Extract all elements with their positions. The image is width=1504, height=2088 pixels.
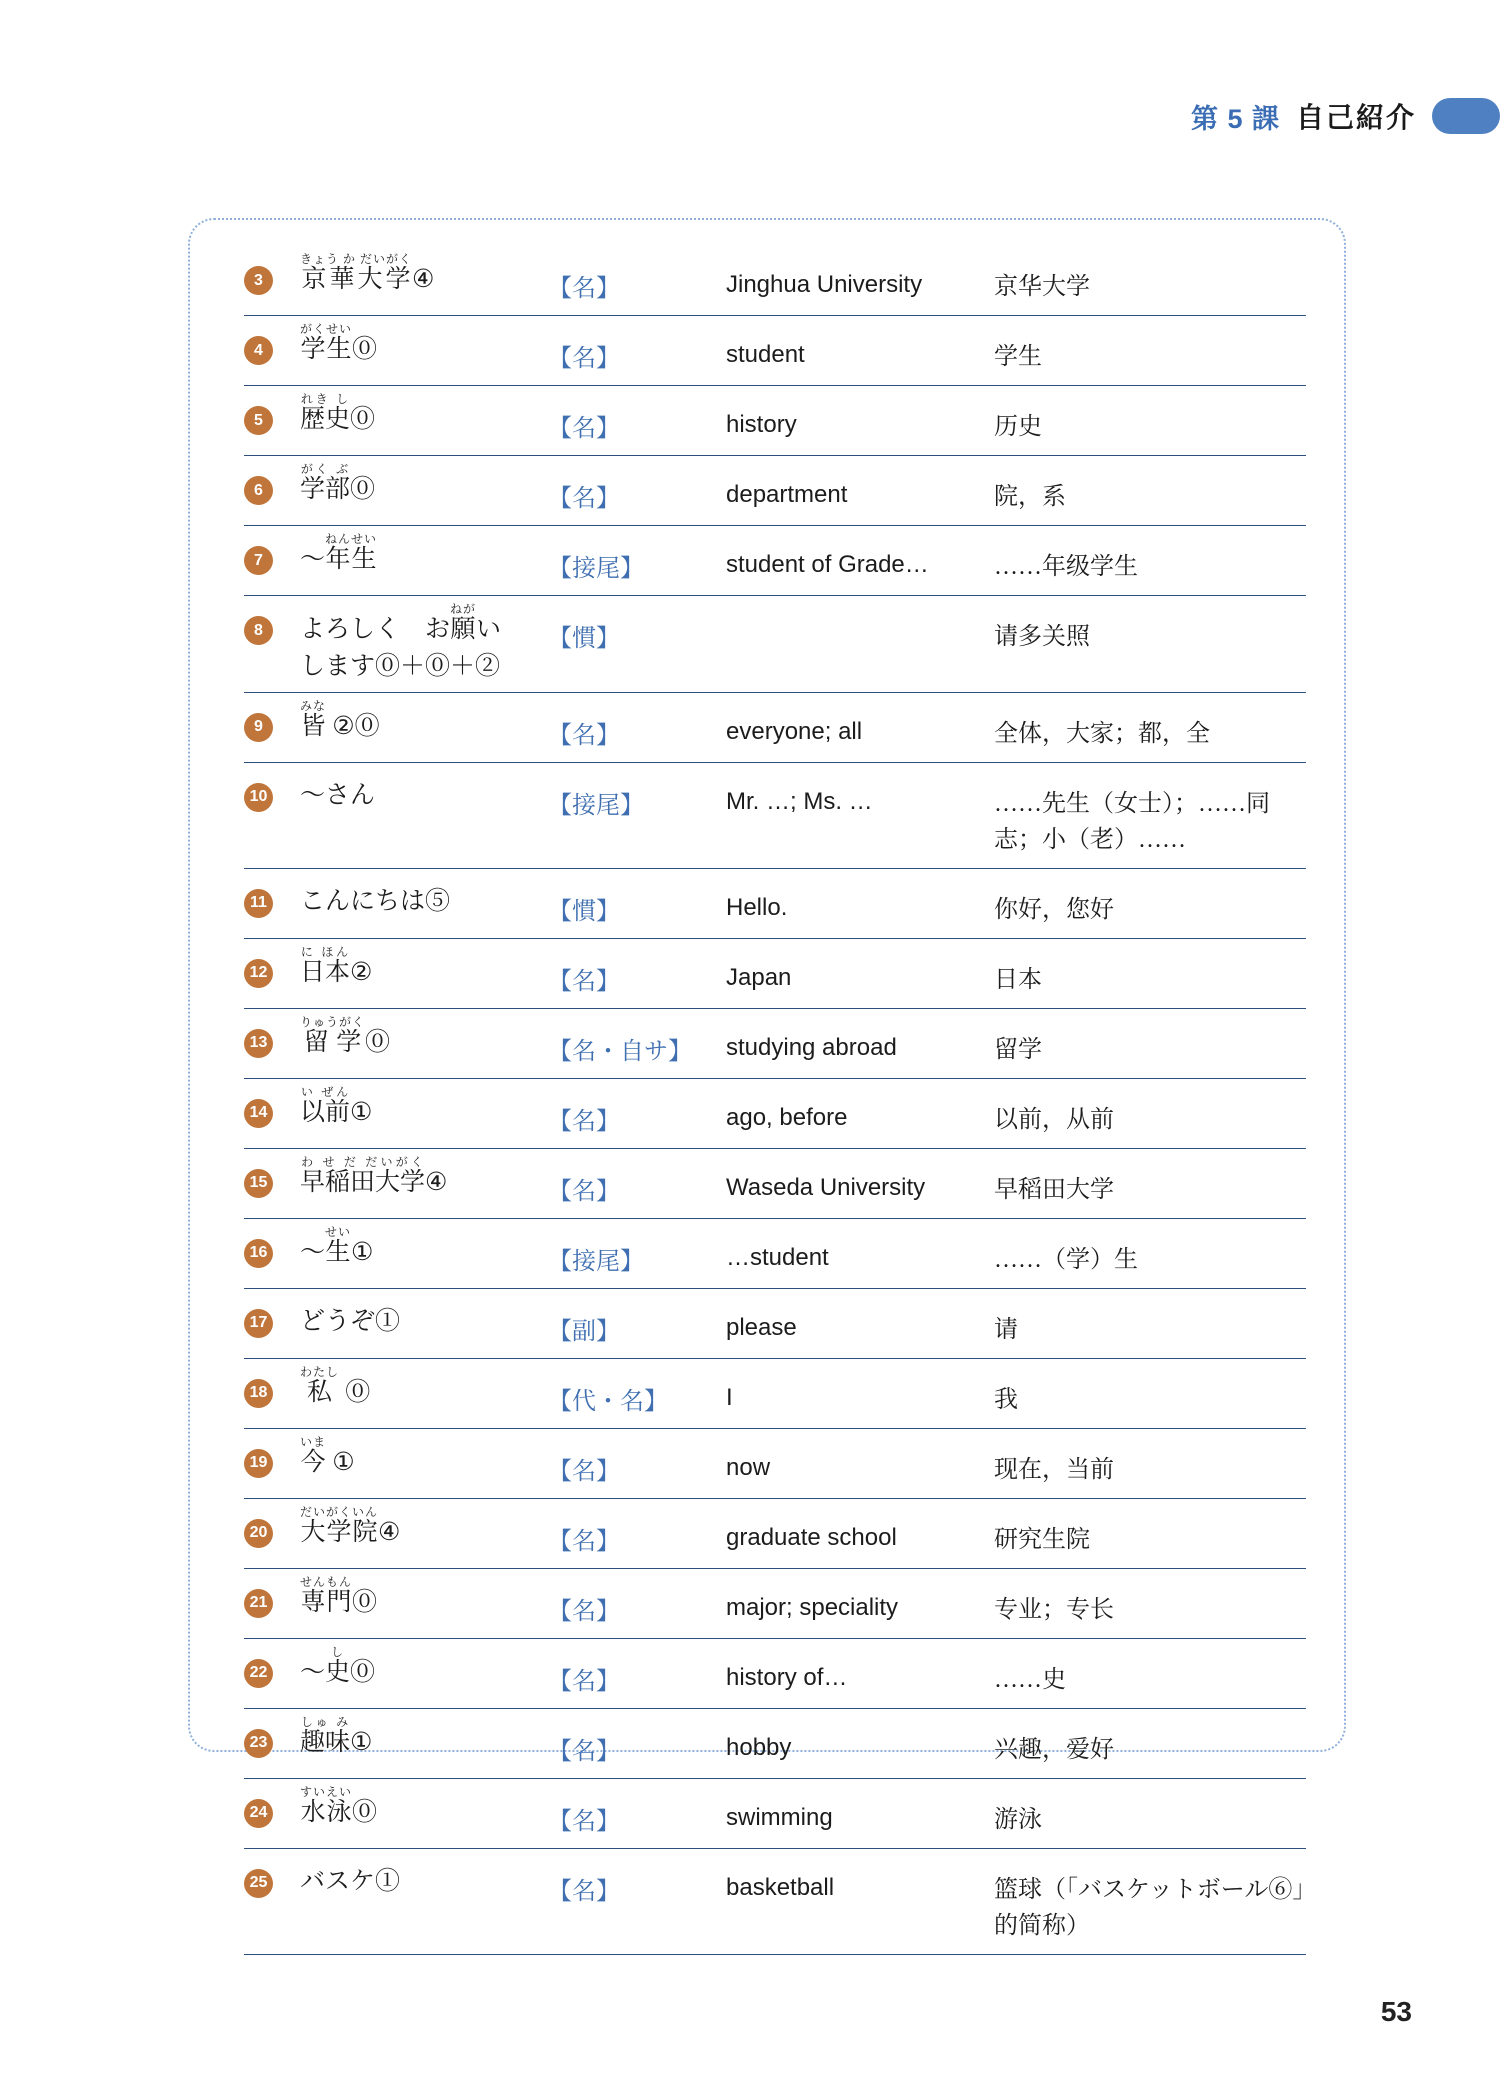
japanese-word: 趣味しゅ み① — [300, 1714, 373, 1756]
japanese-word: 歴史れき し⓪ — [300, 392, 376, 433]
vocab-row — [244, 1709, 1306, 1779]
english-translation: Waseda University — [726, 1173, 926, 1201]
part-of-speech: 【名】 — [548, 1458, 620, 1485]
part-of-speech: 【名】 — [548, 1738, 620, 1765]
chinese-translation: ……年级学生 — [994, 554, 1138, 580]
chinese-translation: 研究生院 — [994, 1526, 1090, 1553]
japanese-word: 京華大学きょう か だいがく④ — [300, 252, 435, 293]
entry-number-badge: 20 — [244, 1519, 273, 1548]
part-of-speech: 【接尾】 — [548, 792, 644, 819]
badge-cell — [244, 1155, 300, 1198]
entry-number-badge: 24 — [244, 1799, 273, 1828]
badge-cell — [244, 875, 300, 918]
badge-cell — [244, 1085, 300, 1128]
chinese-translation: 专业；专长 — [994, 1596, 1114, 1623]
japanese-word: 私わたし ⓪ — [300, 1364, 371, 1406]
vocab-row — [244, 316, 1306, 386]
japanese-word: 学部がく ぶ⓪ — [300, 462, 376, 503]
vocab-row — [244, 1429, 1306, 1499]
part-of-speech: 【名】 — [548, 722, 620, 749]
badge-cell — [244, 1715, 300, 1758]
english-translation: now — [726, 1453, 771, 1481]
part-of-speech: 【名】 — [548, 1108, 620, 1135]
english-translation: …student — [726, 1243, 829, 1271]
entry-number-badge: 13 — [244, 1029, 273, 1058]
chinese-translation: 全体，大家；都，全 — [994, 720, 1210, 747]
english-translation: basketball — [726, 1873, 835, 1901]
entry-number-badge: 4 — [244, 336, 273, 365]
badge-cell — [244, 1575, 300, 1618]
badge-cell — [244, 1645, 300, 1688]
english-translation: Jinghua University — [726, 271, 923, 298]
vocab-row — [244, 939, 1306, 1009]
entry-number-badge: 7 — [244, 546, 273, 575]
entry-number-badge: 11 — [244, 889, 273, 918]
part-of-speech: 【名】 — [548, 486, 620, 512]
badge-cell — [244, 769, 300, 812]
part-of-speech: 【名】 — [548, 1668, 620, 1695]
part-of-speech: 【慣】 — [548, 898, 620, 925]
japanese-word: 大学院だいがくいん④ — [300, 1504, 401, 1546]
badge-cell — [244, 1505, 300, 1548]
chinese-translation: 学生 — [994, 344, 1042, 370]
english-translation: Mr. …; Ms. … — [726, 787, 873, 815]
lesson-title: 自己紹介 — [1295, 102, 1416, 133]
japanese-word: よろしく お 願ねがい します⓪＋⓪＋② — [300, 602, 502, 680]
part-of-speech: 【名】 — [548, 968, 620, 995]
vocab-table — [244, 246, 1306, 1955]
entry-number-badge: 18 — [244, 1379, 273, 1408]
badge-cell — [244, 945, 300, 988]
vocab-row — [244, 1149, 1306, 1219]
chinese-translation: 请多关照 — [994, 624, 1090, 650]
lesson-number: 第 5 課 — [1190, 103, 1280, 134]
part-of-speech: 【代・名】 — [548, 1388, 668, 1415]
part-of-speech: 【名】 — [548, 1878, 620, 1905]
chinese-translation: 以前，从前 — [994, 1106, 1114, 1133]
english-translation: history — [726, 411, 797, 438]
vocab-row — [244, 869, 1306, 939]
entry-number-badge: 6 — [244, 476, 273, 505]
entry-number-badge: 8 — [244, 616, 273, 645]
japanese-word: 学生がくせい⓪ — [300, 322, 378, 363]
badge-cell — [244, 1365, 300, 1408]
entry-number-badge: 22 — [244, 1659, 273, 1688]
english-translation: student — [726, 341, 805, 368]
badge-cell — [244, 392, 300, 435]
english-translation: everyone; all — [726, 717, 863, 745]
english-translation: please — [726, 1313, 797, 1341]
entry-number-badge: 16 — [244, 1239, 273, 1268]
english-translation: I — [726, 1383, 733, 1411]
vocab-row — [244, 1639, 1306, 1709]
chinese-translation: 留学 — [994, 1036, 1042, 1063]
vocab-row — [244, 1009, 1306, 1079]
chinese-translation: 你好，您好 — [994, 896, 1114, 923]
chinese-translation: 早稻田大学 — [994, 1176, 1114, 1203]
page-number: 53 — [1380, 1996, 1412, 2027]
chinese-translation: ……（学）生 — [994, 1246, 1138, 1273]
entry-number-badge: 21 — [244, 1589, 273, 1618]
badge-cell — [244, 1785, 300, 1828]
vocab-row — [244, 246, 1306, 316]
chinese-translation: 篮球（「バスケットボール⑥」的简称） — [994, 1876, 1305, 1939]
english-translation: department — [726, 481, 848, 508]
chinese-translation: ……史 — [994, 1666, 1066, 1693]
vocab-row — [244, 596, 1306, 693]
part-of-speech: 【接尾】 — [548, 1248, 644, 1275]
entry-number-badge: 5 — [244, 406, 273, 435]
entry-number-badge: 14 — [244, 1099, 273, 1128]
badge-cell — [244, 252, 300, 295]
japanese-word: 専門せんもん⓪ — [300, 1574, 378, 1616]
badge-cell — [244, 1295, 300, 1338]
vocab-row — [244, 1359, 1306, 1429]
chinese-translation: 兴趣，爱好 — [994, 1736, 1114, 1763]
english-translation: major; speciality — [726, 1593, 899, 1621]
chinese-translation: 院，系 — [994, 484, 1066, 510]
japanese-word: ～ 史し⓪ — [300, 1644, 376, 1686]
badge-cell — [244, 322, 300, 365]
part-of-speech: 【名】 — [548, 416, 620, 442]
english-translation: Hello. — [726, 893, 788, 921]
badge-cell — [244, 1855, 300, 1898]
japanese-word: 皆みな ②⓪ — [300, 698, 380, 740]
japanese-word: バスケ① — [300, 1867, 401, 1895]
english-translation: student of Grade… — [726, 551, 929, 578]
entry-number-badge: 17 — [244, 1309, 273, 1338]
vocab-row — [244, 386, 1306, 456]
english-translation: Japan — [726, 963, 792, 991]
part-of-speech: 【名・自サ】 — [548, 1038, 692, 1065]
badge-cell — [244, 699, 300, 742]
vocab-row — [244, 1779, 1306, 1849]
chinese-translation: ……先生（女士）；……同志；小（老）…… — [994, 790, 1270, 853]
part-of-speech: 【名】 — [548, 1808, 620, 1835]
entry-number-badge: 25 — [244, 1869, 273, 1898]
english-translation: swimming — [726, 1803, 833, 1831]
japanese-word: ～さん — [300, 781, 376, 809]
japanese-word: ～ 年生ねんせい — [300, 532, 378, 573]
chinese-translation: 我 — [994, 1386, 1018, 1413]
badge-cell — [244, 1225, 300, 1268]
vocab-row — [244, 1849, 1306, 1955]
chinese-translation: 历史 — [994, 414, 1042, 440]
english-translation — [726, 602, 994, 619]
japanese-word: 日本に ほん② — [300, 944, 373, 986]
badge-cell — [244, 462, 300, 505]
lesson-tab-marker — [1432, 98, 1500, 134]
chinese-translation: 请 — [994, 1316, 1018, 1343]
vocab-row — [244, 1079, 1306, 1149]
part-of-speech: 【名】 — [548, 1598, 620, 1625]
vocab-row — [244, 763, 1306, 869]
entry-number-badge: 3 — [244, 266, 273, 295]
part-of-speech: 【慣】 — [548, 626, 620, 652]
english-translation: studying abroad — [726, 1033, 897, 1061]
badge-cell — [244, 532, 300, 575]
japanese-word: 留学りゅうがく⓪ — [300, 1014, 391, 1056]
vocab-row — [244, 1499, 1306, 1569]
vocab-row — [244, 693, 1306, 763]
part-of-speech: 【名】 — [548, 1528, 620, 1555]
vocab-row — [244, 526, 1306, 596]
japanese-word: ～ 生せい① — [300, 1224, 374, 1266]
chinese-translation: 京华大学 — [994, 274, 1090, 300]
japanese-word: 早稲田大学わ せ だ だいがく④ — [300, 1154, 448, 1196]
badge-cell — [244, 602, 300, 645]
vocab-row — [244, 456, 1306, 526]
page-header — [1191, 96, 1500, 136]
part-of-speech: 【名】 — [548, 346, 620, 372]
english-translation: graduate school — [726, 1523, 897, 1551]
english-translation: ago, before — [726, 1103, 848, 1131]
chinese-translation: 游泳 — [994, 1806, 1042, 1833]
japanese-word: こんにちは⑤ — [300, 887, 451, 915]
japanese-word: どうぞ① — [300, 1307, 401, 1335]
badge-cell — [244, 1015, 300, 1058]
japanese-word: 水泳すいえい⓪ — [300, 1784, 378, 1826]
part-of-speech: 【接尾】 — [548, 556, 644, 582]
part-of-speech: 【名】 — [548, 1178, 620, 1205]
entry-number-badge: 23 — [244, 1729, 273, 1758]
chinese-translation: 现在，当前 — [994, 1456, 1114, 1483]
entry-number-badge: 9 — [244, 713, 273, 742]
part-of-speech: 【副】 — [548, 1318, 620, 1345]
vocab-row — [244, 1569, 1306, 1639]
japanese-word: 今いま ① — [300, 1434, 355, 1476]
vocab-row — [244, 1219, 1306, 1289]
entry-number-badge: 15 — [244, 1169, 273, 1198]
badge-cell — [244, 1435, 300, 1478]
entry-number-badge: 12 — [244, 959, 273, 988]
entry-number-badge: 19 — [244, 1449, 273, 1478]
japanese-word: 以前い ぜん① — [300, 1084, 373, 1126]
english-translation: history of… — [726, 1663, 848, 1691]
english-translation: hobby — [726, 1733, 792, 1761]
chinese-translation: 日本 — [994, 966, 1042, 993]
part-of-speech: 【名】 — [548, 276, 620, 302]
entry-number-badge: 10 — [244, 783, 273, 812]
vocab-row — [244, 1289, 1306, 1359]
vocabulary-box — [188, 218, 1346, 1939]
